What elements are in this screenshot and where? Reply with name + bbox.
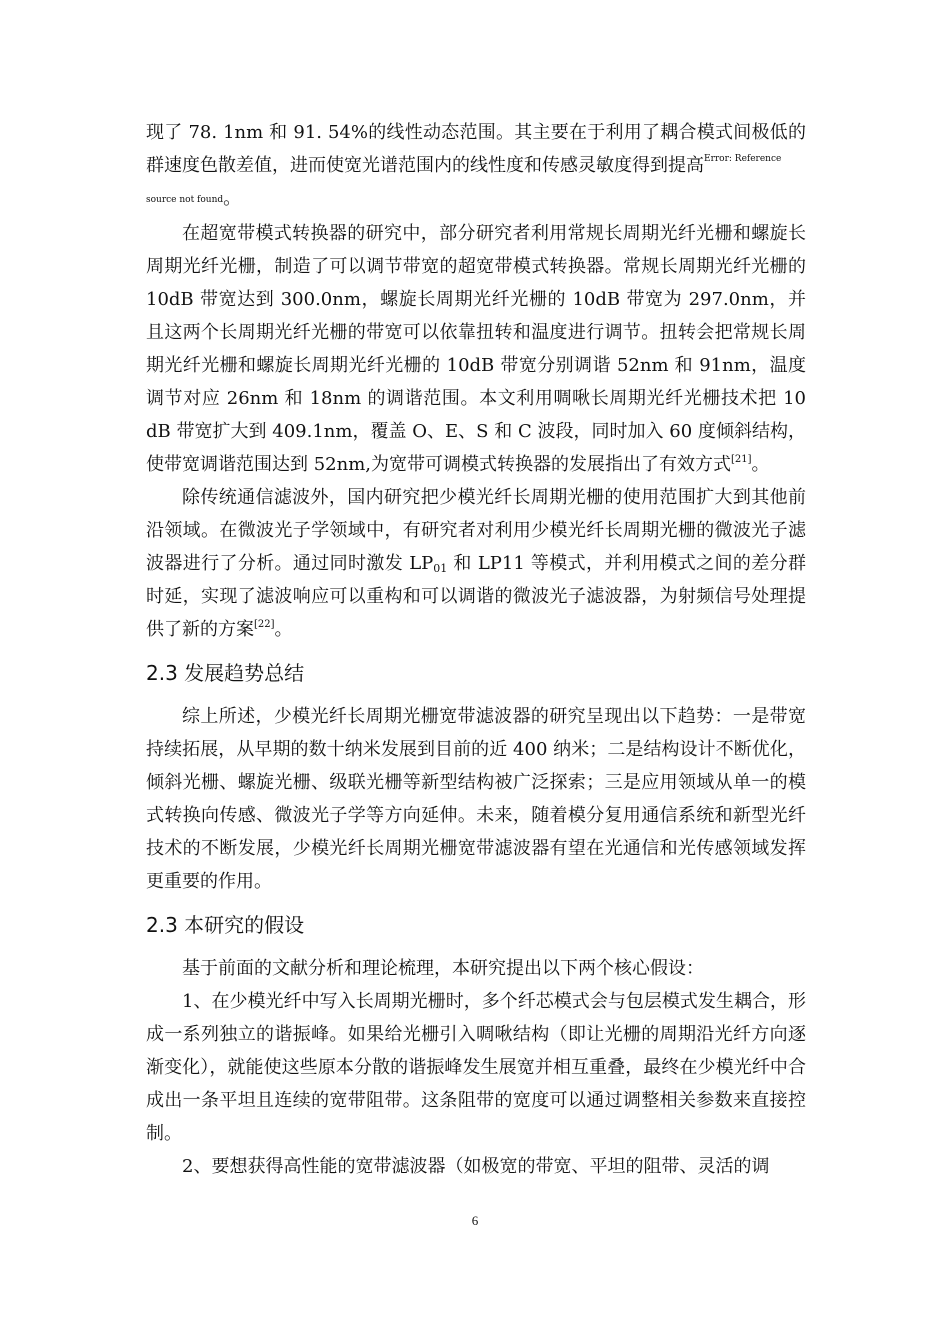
paragraph-2: 在超宽带模式转换器的研究中，部分研究者利用常规长周期光纤光栅和螺旋长周期光纤光栅，制造了可以调节带宽的超宽带模式转换器。常规长周期光纤光栅的 10dB 带宽达到 300.0nm，螺旋长周期光纤光栅的 10dB 带宽为 297.0nm，并且这两个长周期光纤光栅的带宽可以依靠扭转和温度进行调节。扭转会把常规长周期光纤光栅和螺旋长周期光纤光栅的 10dB 带宽分别调谐 52nm 和 91nm，温度调节对应 26nm 和 18nm 的调谐范围。本文利用啁啾长周期光纤光栅技术把 10 dB 带宽扩大到 409.1nm，覆盖 O、E、S 和 C 波段，同时加入 60 度倾斜结构，使带宽调谐范围达到 52nm,为宽带可调模式转换器的发展指出了有效方式[21]。 <box>146 223 806 475</box>
paragraph-1: 现了 78. 1nm 和 91. 54%的线性动态范围。其主要在于利用了耦合模式间极低的群速度色散差值，进而使宽光谱范围内的线性度和传感灵敏度得到提高$^{Error: Reference}$ source not found。 <box>146 122 806 209</box>
section-heading-hypotheses: 2.3 本研究的假设 <box>146 913 305 937</box>
citation-21: [21] <box>731 454 752 465</box>
reference-error-note-2: source not found <box>146 195 224 205</box>
paragraph-5: 基于前面的文献分析和理论梳理，本研究提出以下两个核心假设： <box>182 958 704 979</box>
reference-error-note: Error: Reference <box>704 154 782 164</box>
paragraph-6: 1、在少模光纤中写入长周期光栅时，多个纤芯模式会与包层模式发生耦合，形成一系列独立的谐振峰。如果给光栅引入啁啾结构（即让光栅的周期沿光纤方向逐渐变化），就能使这些原本分散的谐振峰发生展宽并相互重叠，最终在少模光纤中合成出一条平坦且连续的宽带阻带。这条阻带的宽度可以通过调整相关参数来直接控制。 <box>146 991 806 1144</box>
paragraph-3: 除传统通信滤波外，国内研究把少模光纤长周期光栅的使用范围扩大到其他前沿领域。在微波光子学领域中，有研究者对利用少模光纤长周期光栅的微波光子滤波器进行了分析。通过同时激发 $LP_{01}$ 和 LP11 等模式，并利用模式之间的差分群时延，实现了滤波响应可以重构和可以调谐的微波光子滤波器，为射频信号处理提供了新的方案[22]。 <box>146 487 806 640</box>
section-heading-trends: 2.3 发展趋势总结 <box>146 661 305 685</box>
paragraph-7: 2、要想获得高性能的宽带滤波器（如极宽的带宽、平坦的阻带、灵活的调 <box>182 1156 770 1177</box>
citation-22: [22] <box>254 619 275 630</box>
page-content <box>146 116 806 1183</box>
subscript-01: 01 <box>433 562 448 575</box>
page-number: 6 <box>471 1213 479 1228</box>
paragraph-4: 综上所述，少模光纤长周期光栅宽带滤波器的研究呈现出以下趋势：一是带宽持续拓展，从早期的数十纳米发展到目前的近 400 纳米；二是结构设计不断优化，倾斜光栅、螺旋光栅、级联光栅等新型结构被广泛探索；三是应用领域从单一的模式转换向传感、微波光子学等方向延伸。未来，随着模分复用通信系统和新型光纤技术的不断发展，少模光纤长周期光栅宽带滤波器有望在光通信和光传感领域发挥更重要的作用。 <box>146 706 806 892</box>
